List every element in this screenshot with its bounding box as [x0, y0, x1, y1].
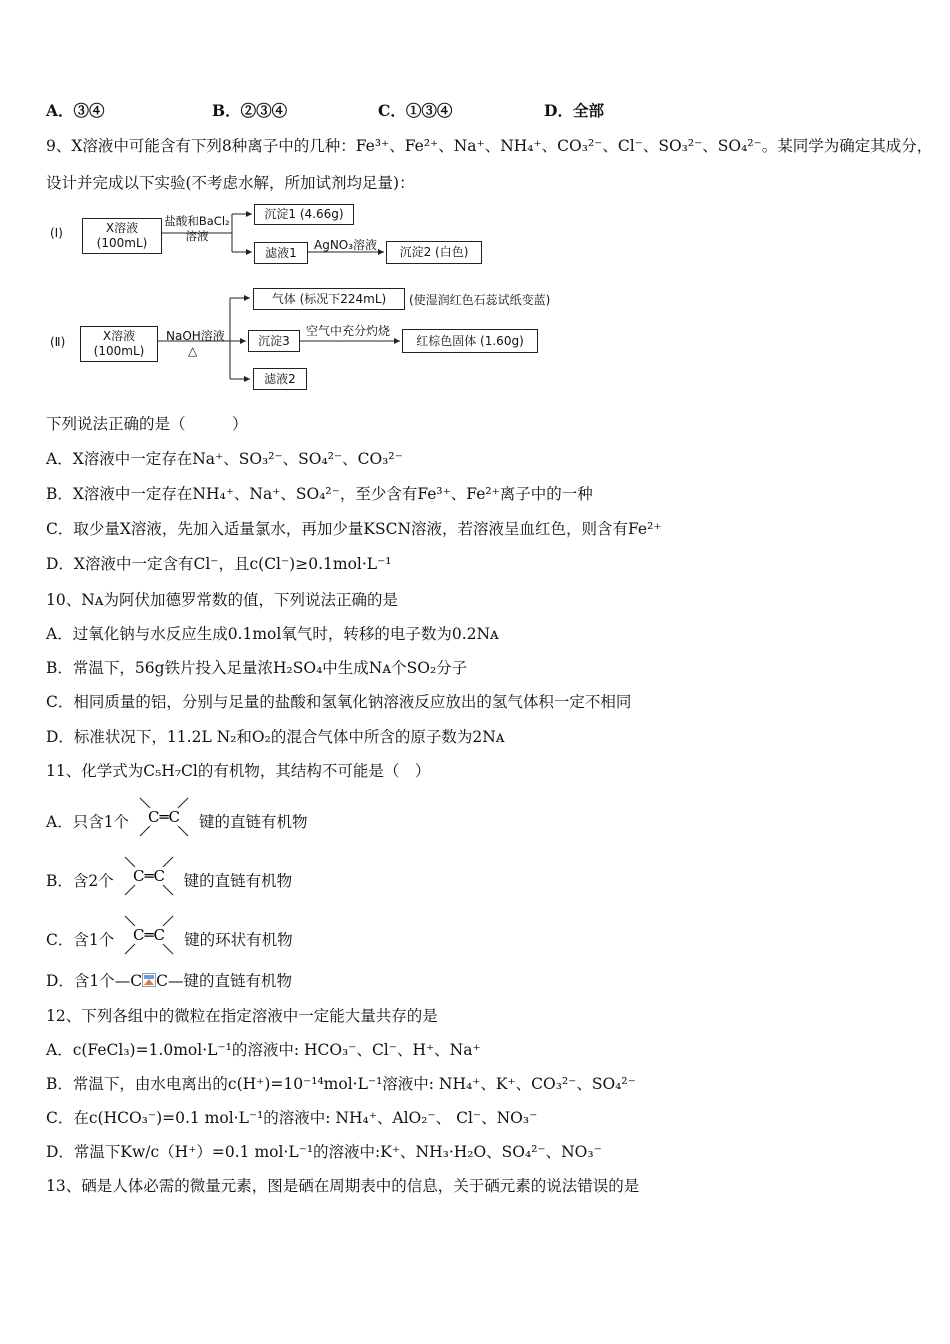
- exp2-start-box: X溶液 (100mL): [80, 326, 158, 362]
- exp2-label: (Ⅱ): [50, 335, 66, 349]
- exp2-gas-note: (使湿润红色石蕊试纸变蓝): [409, 293, 551, 307]
- svg-text:C═C: C═C: [133, 926, 166, 944]
- q13-stem: 13、硒是人体必需的微量元素，图是硒在周期表中的信息，关于硒元素的说法错误的是: [46, 1177, 640, 1195]
- exp1-start-box: X溶液 (100mL): [82, 218, 162, 254]
- exp2-filtrate2-box: 滤液2: [253, 368, 307, 390]
- q9-stem-line2: 设计并完成以下实验(不考虑水解，所加试剂均足量)：: [46, 174, 415, 192]
- q12-stem: 12、下列各组中的微粒在指定溶液中一定能大量共存的是: [46, 1007, 438, 1025]
- q10-option-d: D．标准状况下，11.2L N₂和O₂的混合气体中所含的原子数为2Nᴀ: [46, 728, 505, 746]
- q11-option-a: A．只含1个 C═C 键的直链有机物: [46, 806, 307, 840]
- q8-option-d: D．全部: [544, 101, 604, 120]
- q10-option-c: C．相同质量的铝，分别与足量的盐酸和氢氧化钠溶液反应放出的氢气体积一定不相同: [46, 693, 632, 711]
- q11-option-b: B．含2个 C═C 键的直链有机物: [46, 865, 292, 899]
- exp2-gas-box: 气体 (标况下224mL): [253, 288, 405, 310]
- svg-text:C═C: C═C: [132, 867, 165, 885]
- q9-option-c: C．取少量X溶液，先加入适量氯水，再加少量KSCN溶液，若溶液呈血红色，则含有Fe²⁺: [46, 520, 662, 538]
- exp1-label: (Ⅰ): [50, 226, 63, 240]
- q9-option-a: A．X溶液中一定存在Na⁺、SO₃²⁻、SO₄²⁻、CO₃²⁻: [46, 450, 403, 468]
- q9-stem: 9、X溶液中可能含有下列8种离子中的几种：Fe³⁺、Fe²⁺、Na⁺、NH₄⁺、CO₃²⁻、Cl⁻、SO₃²⁻、SO₄²⁻。某同学为确定其成分，: [46, 137, 933, 155]
- svg-text:C═C: C═C: [148, 808, 180, 826]
- q12-option-c: C．在c(HCO₃⁻)=0.1 mol·L⁻¹的溶液中: NH₄⁺、AlO₂⁻、 Cl⁻、NO₃⁻: [46, 1109, 538, 1127]
- q9-option-d: D．X溶液中一定含有Cl⁻，且c(Cl⁻)≥0.1mol·L⁻¹: [46, 555, 392, 573]
- q10-option-a: A．过氧化钠与水反应生成0.1mol氧气时，转移的电子数为0.2Nᴀ: [46, 625, 499, 643]
- exp2-burn: 空气中充分灼烧: [306, 324, 391, 338]
- double-bond-icon: [119, 853, 179, 899]
- q12-option-d: D．常温下Kw/c（H⁺）=0.1 mol·L⁻¹的溶液中:K⁺、NH₃·H₂O、SO₄²⁻、NO₃⁻: [46, 1143, 602, 1161]
- q11-option-d: D．含1个—C C—键的直链有机物: [46, 972, 293, 990]
- q8-option-a: A．③④: [46, 101, 105, 120]
- q9-option-b: B．X溶液中一定存在NH₄⁺、Na⁺、SO₄²⁻，至少含有Fe³⁺、Fe²⁺离子中的一种: [46, 485, 593, 503]
- q8-option-b: B．②③④: [212, 101, 288, 120]
- exp2-heat: △: [188, 344, 198, 358]
- double-bond-icon: [119, 912, 179, 958]
- exp2-reagent: NaOH溶液: [166, 329, 225, 343]
- exp1-precipitate2-box: 沉淀2 (白色): [386, 241, 482, 264]
- q10-stem: 10、Nᴀ为阿伏加德罗常数的值，下列说法正确的是: [46, 591, 399, 609]
- q12-option-b: B．常温下，由水电离出的c(H⁺)=10⁻¹⁴mol·L⁻¹溶液中: NH₄⁺、K⁺、CO₃²⁻、SO₄²⁻: [46, 1075, 636, 1093]
- q8-option-c: C．①③④: [378, 101, 453, 120]
- q12-option-a: A．c(FeCl₃)=1.0mol·L⁻¹的溶液中: HCO₃⁻、Cl⁻、H⁺、Na⁺: [46, 1041, 481, 1059]
- triple-bond-image-icon: [142, 973, 156, 987]
- q11-stem: 11、化学式为C₅H₇Cl的有机物，其结构不可能是（ ）: [46, 762, 431, 780]
- exp1-precipitate1-box: 沉淀1 (4.66g): [254, 204, 354, 225]
- q11-option-c: C．含1个 C═C 键的环状有机物: [46, 924, 293, 958]
- exp2-solid-box: 红棕色固体 (1.60g): [402, 329, 538, 353]
- q10-option-b: B．常温下，56g铁片投入足量浓H₂SO₄中生成Nᴀ个SO₂分子: [46, 659, 468, 677]
- exp1-reagent: 盐酸和BaCl₂溶液: [164, 214, 230, 243]
- exp1-filtrate1-box: 滤液1: [254, 242, 308, 264]
- exp1-reagent2: AgNO₃溶液: [314, 238, 378, 252]
- double-bond-icon: [134, 794, 194, 840]
- exp2-precipitate3-box: 沉淀3: [248, 330, 300, 352]
- q9-question: 下列说法正确的是（ ）: [46, 415, 248, 433]
